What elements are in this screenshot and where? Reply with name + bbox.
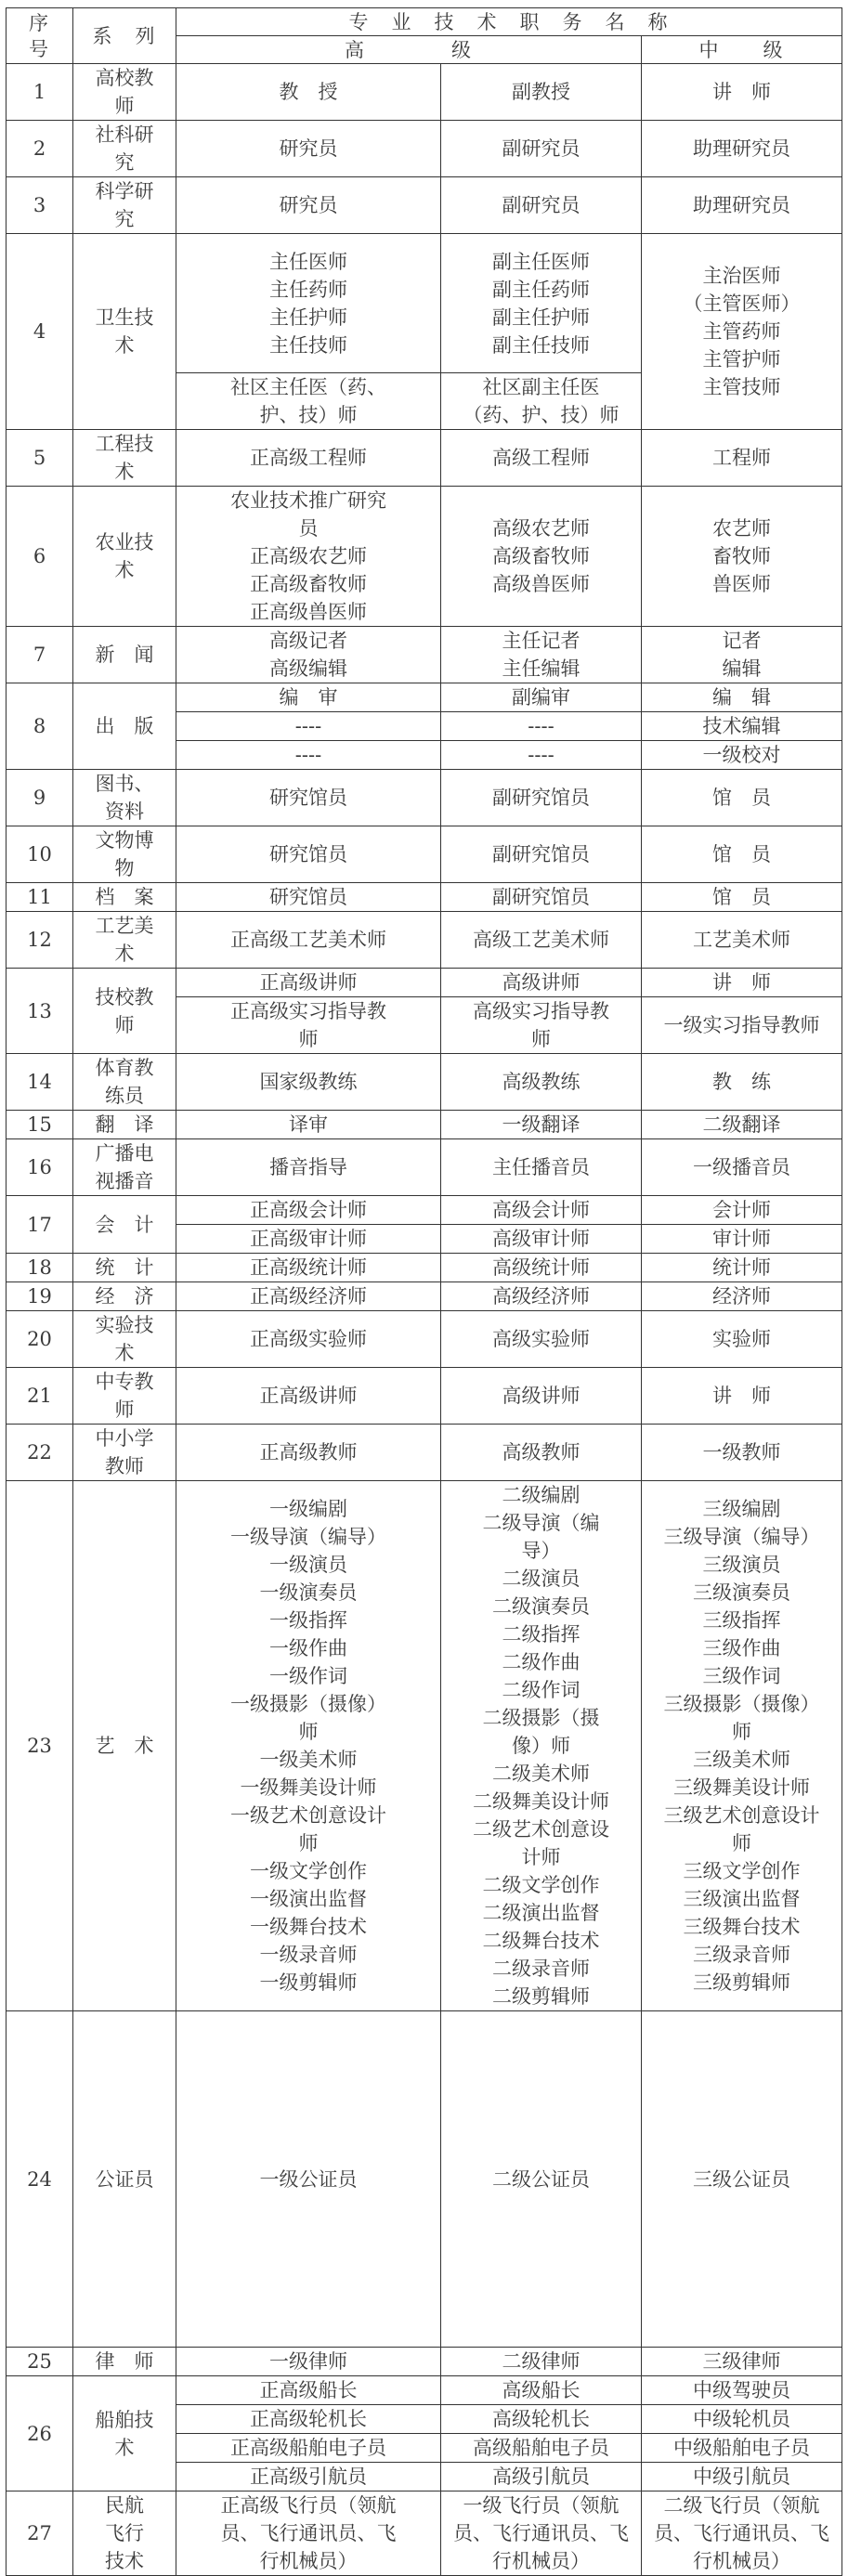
table-row: [7, 1254, 842, 1282]
row-number: 23: [7, 1481, 73, 2011]
row-number: 8: [7, 683, 73, 770]
senior-title-cell: 一级编剧 一级导演（编导） 一级演员 一级演奏员 一级指挥 一级作曲 一级作词 一级摄影（摄像） 师 一级美术师 一级舞美设计师 一级艺术创意设计 师 一级文学创作 一级演出监督 一级舞台技术 一级录音师 一级剪辑师: [176, 1481, 441, 2011]
row-number: 16: [7, 1139, 73, 1196]
header-series: 系 列: [73, 8, 176, 64]
series-name: 公证员: [73, 2011, 176, 2348]
middle-title-cell: 中级引航员: [642, 2463, 842, 2491]
series-name: 翻 译: [73, 1111, 176, 1139]
associate-senior-title-cell: ----: [441, 712, 642, 741]
middle-title-cell: 统计师: [642, 1254, 842, 1282]
associate-senior-title-cell: 高级讲师: [441, 969, 642, 997]
table-row: [7, 234, 842, 373]
series-name: 社科研 究: [73, 121, 176, 177]
associate-senior-title-cell: 副编审: [441, 683, 642, 712]
senior-title-cell: 正高级轮机长: [176, 2405, 441, 2434]
senior-title-cell: 高级记者 高级编辑: [176, 627, 441, 683]
middle-title-cell: 中级驾驶员: [642, 2376, 842, 2405]
table-row: [7, 1368, 842, 1425]
senior-title-cell: 社区主任医（药、 护、技）师: [176, 373, 441, 430]
series-name: 会 计: [73, 1196, 176, 1254]
series-name: 体育教 练员: [73, 1054, 176, 1111]
middle-title-cell: 助理研究员: [642, 177, 842, 234]
row-number: 1: [7, 64, 73, 121]
table-row: [7, 1054, 842, 1111]
series-name: 新 闻: [73, 627, 176, 683]
middle-title-cell: 一级校对: [642, 741, 842, 770]
table-row: [7, 826, 842, 883]
senior-title-cell: 研究馆员: [176, 826, 441, 883]
series-name: 档 案: [73, 883, 176, 912]
table-row: [7, 1481, 842, 2011]
table-row: [7, 2011, 842, 2348]
middle-title-cell: 编 辑: [642, 683, 842, 712]
associate-senior-title-cell: 副教授: [441, 64, 642, 121]
series-name: 高校教 师: [73, 64, 176, 121]
associate-senior-title-cell: 高级经济师: [441, 1282, 642, 1311]
row-number: 4: [7, 234, 73, 430]
row-number: 15: [7, 1111, 73, 1139]
senior-title-cell: 正高级船长: [176, 2376, 441, 2405]
senior-title-cell: 教 授: [176, 64, 441, 121]
middle-title-cell: 中级轮机员: [642, 2405, 842, 2434]
associate-senior-title-cell: 高级实验师: [441, 1311, 642, 1368]
middle-title-cell: 讲 师: [642, 1368, 842, 1425]
associate-senior-title-cell: 高级工程师: [441, 430, 642, 487]
header-title: 专 业 技 术 职 务 名 称: [176, 8, 842, 36]
associate-senior-title-cell: 高级讲师: [441, 1368, 642, 1425]
senior-title-cell: 研究馆员: [176, 770, 441, 826]
row-number: 11: [7, 883, 73, 912]
senior-title-cell: 正高级统计师: [176, 1254, 441, 1282]
series-name: 律 师: [73, 2348, 176, 2376]
series-name: 统 计: [73, 1254, 176, 1282]
associate-senior-title-cell: 高级审计师: [441, 1225, 642, 1254]
middle-title-cell: 讲 师: [642, 969, 842, 997]
header-middle: 中 级: [642, 36, 842, 64]
associate-senior-title-cell: 高级统计师: [441, 1254, 642, 1282]
senior-title-cell: 正高级实习指导教 师: [176, 997, 441, 1054]
associate-senior-title-cell: 社区副主任医 （药、护、技）师: [441, 373, 642, 430]
associate-senior-title-cell: 高级会计师: [441, 1196, 642, 1225]
senior-title-cell: 译审: [176, 1111, 441, 1139]
series-name: 船舶技 术: [73, 2376, 176, 2491]
middle-title-cell: 实验师: [642, 1311, 842, 1368]
associate-senior-title-cell: 副研究馆员: [441, 883, 642, 912]
series-name: 艺 术: [73, 1481, 176, 2011]
senior-title-cell: 正高级审计师: [176, 1225, 441, 1254]
table-row: [7, 121, 842, 177]
row-number: 14: [7, 1054, 73, 1111]
associate-senior-title-cell: 副研究员: [441, 177, 642, 234]
middle-title-cell: 工程师: [642, 430, 842, 487]
associate-senior-title-cell: 高级实习指导教 师: [441, 997, 642, 1054]
senior-title-cell: 正高级工艺美术师: [176, 912, 441, 969]
senior-title-cell: ----: [176, 741, 441, 770]
associate-senior-title-cell: 高级农艺师 高级畜牧师 高级兽医师: [441, 487, 642, 627]
middle-title-cell: 馆 员: [642, 826, 842, 883]
row-number: 21: [7, 1368, 73, 1425]
middle-title-cell: 记者 编辑: [642, 627, 842, 683]
middle-title-cell: 二级翻译: [642, 1111, 842, 1139]
senior-title-cell: 主任医师 主任药师 主任护师 主任技师: [176, 234, 441, 373]
row-number: 9: [7, 770, 73, 826]
senior-title-cell: 正高级会计师: [176, 1196, 441, 1225]
senior-title-cell: 研究员: [176, 177, 441, 234]
table-row: [7, 1311, 842, 1368]
series-name: 工程技 术: [73, 430, 176, 487]
row-number: 18: [7, 1254, 73, 1282]
senior-title-cell: 国家级教练: [176, 1054, 441, 1111]
associate-senior-title-cell: 副研究馆员: [441, 826, 642, 883]
table-row: [7, 883, 842, 912]
associate-senior-title-cell: 高级船长: [441, 2376, 642, 2405]
table-row: [7, 2376, 842, 2405]
middle-title-cell: 一级教师: [642, 1425, 842, 1481]
table-row: [7, 430, 842, 487]
series-name: 中小学 教师: [73, 1425, 176, 1481]
row-number: 27: [7, 2491, 73, 2576]
table-row: [7, 912, 842, 969]
senior-title-cell: 正高级引航员: [176, 2463, 441, 2491]
series-name: 文物博 物: [73, 826, 176, 883]
series-name: 经 济: [73, 1282, 176, 1311]
series-name: 技校教 师: [73, 969, 176, 1054]
associate-senior-title-cell: ----: [441, 741, 642, 770]
table-row: [7, 1196, 842, 1225]
associate-senior-title-cell: 高级教练: [441, 1054, 642, 1111]
series-name: 实验技 术: [73, 1311, 176, 1368]
header-row: [7, 8, 842, 36]
row-number: 2: [7, 121, 73, 177]
senior-title-cell: 正高级实验师: [176, 1311, 441, 1368]
associate-senior-title-cell: 高级引航员: [441, 2463, 642, 2491]
middle-title-cell: 馆 员: [642, 883, 842, 912]
series-name: 农业技 术: [73, 487, 176, 627]
row-number: 6: [7, 487, 73, 627]
associate-senior-title-cell: 一级飞行员（领航 员、飞行通讯员、飞 行机械员）: [441, 2491, 642, 2576]
header-no: 序 号: [7, 8, 73, 64]
middle-title-cell: 三级公证员: [642, 2011, 842, 2348]
series-name: 卫生技 术: [73, 234, 176, 430]
associate-senior-title-cell: 副研究员: [441, 121, 642, 177]
row-number: 3: [7, 177, 73, 234]
middle-title-cell: 助理研究员: [642, 121, 842, 177]
associate-senior-title-cell: 高级船舶电子员: [441, 2434, 642, 2463]
associate-senior-title-cell: 二级编剧 二级导演（编 导） 二级演员 二级演奏员 二级指挥 二级作曲 二级作词 二级摄影（摄 像）师 二级美术师 二级舞美设计师 二级艺术创意设 计师 二级文学创作 二级演出监督 二级舞台技术 二级录音师 二级剪辑师: [441, 1481, 642, 2011]
row-number: 22: [7, 1425, 73, 1481]
series-name: 中专教 师: [73, 1368, 176, 1425]
senior-title-cell: 一级公证员: [176, 2011, 441, 2348]
series-name: 出 版: [73, 683, 176, 770]
row-number: 26: [7, 2376, 73, 2491]
associate-senior-title-cell: 主任播音员: [441, 1139, 642, 1196]
middle-title-cell: 工艺美术师: [642, 912, 842, 969]
associate-senior-title-cell: 一级翻译: [441, 1111, 642, 1139]
middle-title-cell: 教 练: [642, 1054, 842, 1111]
table-row: [7, 1282, 842, 1311]
table-body: [7, 8, 842, 2576]
title-table: [6, 7, 842, 2576]
middle-title-cell: 技术编辑: [642, 712, 842, 741]
row-number: 19: [7, 1282, 73, 1311]
senior-title-cell: 正高级经济师: [176, 1282, 441, 1311]
middle-title-cell: 主治医师 （主管医师） 主管药师 主管护师 主管技师: [642, 234, 842, 430]
senior-title-cell: 农业技术推广研究 员 正高级农艺师 正高级畜牧师 正高级兽医师: [176, 487, 441, 627]
senior-title-cell: 正高级飞行员（领航 员、飞行通讯员、飞 行机械员）: [176, 2491, 441, 2576]
table-row: [7, 683, 842, 712]
table-row: [7, 1425, 842, 1481]
senior-title-cell: 正高级讲师: [176, 1368, 441, 1425]
middle-title-cell: 农艺师 畜牧师 兽医师: [642, 487, 842, 627]
row-number: 13: [7, 969, 73, 1054]
series-name: 民航 飞行 技术: [73, 2491, 176, 2576]
table-row: [7, 770, 842, 826]
senior-title-cell: 正高级工程师: [176, 430, 441, 487]
table-row: [7, 64, 842, 121]
series-name: 工艺美 术: [73, 912, 176, 969]
middle-title-cell: 馆 员: [642, 770, 842, 826]
series-name: 科学研 究: [73, 177, 176, 234]
middle-title-cell: 一级播音员: [642, 1139, 842, 1196]
middle-title-cell: 中级船舶电子员: [642, 2434, 842, 2463]
associate-senior-title-cell: 高级教师: [441, 1425, 642, 1481]
associate-senior-title-cell: 高级轮机长: [441, 2405, 642, 2434]
table-row: [7, 2348, 842, 2376]
table-row: [7, 487, 842, 627]
senior-title-cell: 研究馆员: [176, 883, 441, 912]
table-row: [7, 627, 842, 683]
senior-title-cell: 正高级船舶电子员: [176, 2434, 441, 2463]
associate-senior-title-cell: 主任记者 主任编辑: [441, 627, 642, 683]
row-number: 10: [7, 826, 73, 883]
senior-title-cell: 正高级教师: [176, 1425, 441, 1481]
table-row: [7, 969, 842, 997]
header-senior: 高 级: [176, 36, 642, 64]
senior-title-cell: 正高级讲师: [176, 969, 441, 997]
middle-title-cell: 会计师: [642, 1196, 842, 1225]
table-row: [7, 177, 842, 234]
middle-title-cell: 讲 师: [642, 64, 842, 121]
row-number: 7: [7, 627, 73, 683]
middle-title-cell: 一级实习指导教师: [642, 997, 842, 1054]
table-row: [7, 1111, 842, 1139]
row-number: 25: [7, 2348, 73, 2376]
middle-title-cell: 审计师: [642, 1225, 842, 1254]
senior-title-cell: ----: [176, 712, 441, 741]
row-number: 20: [7, 1311, 73, 1368]
associate-senior-title-cell: 高级工艺美术师: [441, 912, 642, 969]
associate-senior-title-cell: 二级公证员: [441, 2011, 642, 2348]
senior-title-cell: 编 审: [176, 683, 441, 712]
senior-title-cell: 研究员: [176, 121, 441, 177]
associate-senior-title-cell: 副主任医师 副主任药师 副主任护师 副主任技师: [441, 234, 642, 373]
series-name: 图书、 资料: [73, 770, 176, 826]
associate-senior-title-cell: 副研究馆员: [441, 770, 642, 826]
senior-title-cell: 一级律师: [176, 2348, 441, 2376]
table-row: [7, 1139, 842, 1196]
row-number: 17: [7, 1196, 73, 1254]
middle-title-cell: 三级律师: [642, 2348, 842, 2376]
row-number: 24: [7, 2011, 73, 2348]
table-row: [7, 2491, 842, 2576]
associate-senior-title-cell: 二级律师: [441, 2348, 642, 2376]
middle-title-cell: 二级飞行员（领航 员、飞行通讯员、飞 行机械员）: [642, 2491, 842, 2576]
row-number: 12: [7, 912, 73, 969]
senior-title-cell: 播音指导: [176, 1139, 441, 1196]
series-name: 广播电 视播音: [73, 1139, 176, 1196]
middle-title-cell: 三级编剧 三级导演（编导） 三级演员 三级演奏员 三级指挥 三级作曲 三级作词 三级摄影（摄像） 师 三级美术师 三级舞美设计师 三级艺术创意设计 师 三级文学创作 三级演出监督 三级舞台技术 三级录音师 三级剪辑师: [642, 1481, 842, 2011]
middle-title-cell: 经济师: [642, 1282, 842, 1311]
row-number: 5: [7, 430, 73, 487]
